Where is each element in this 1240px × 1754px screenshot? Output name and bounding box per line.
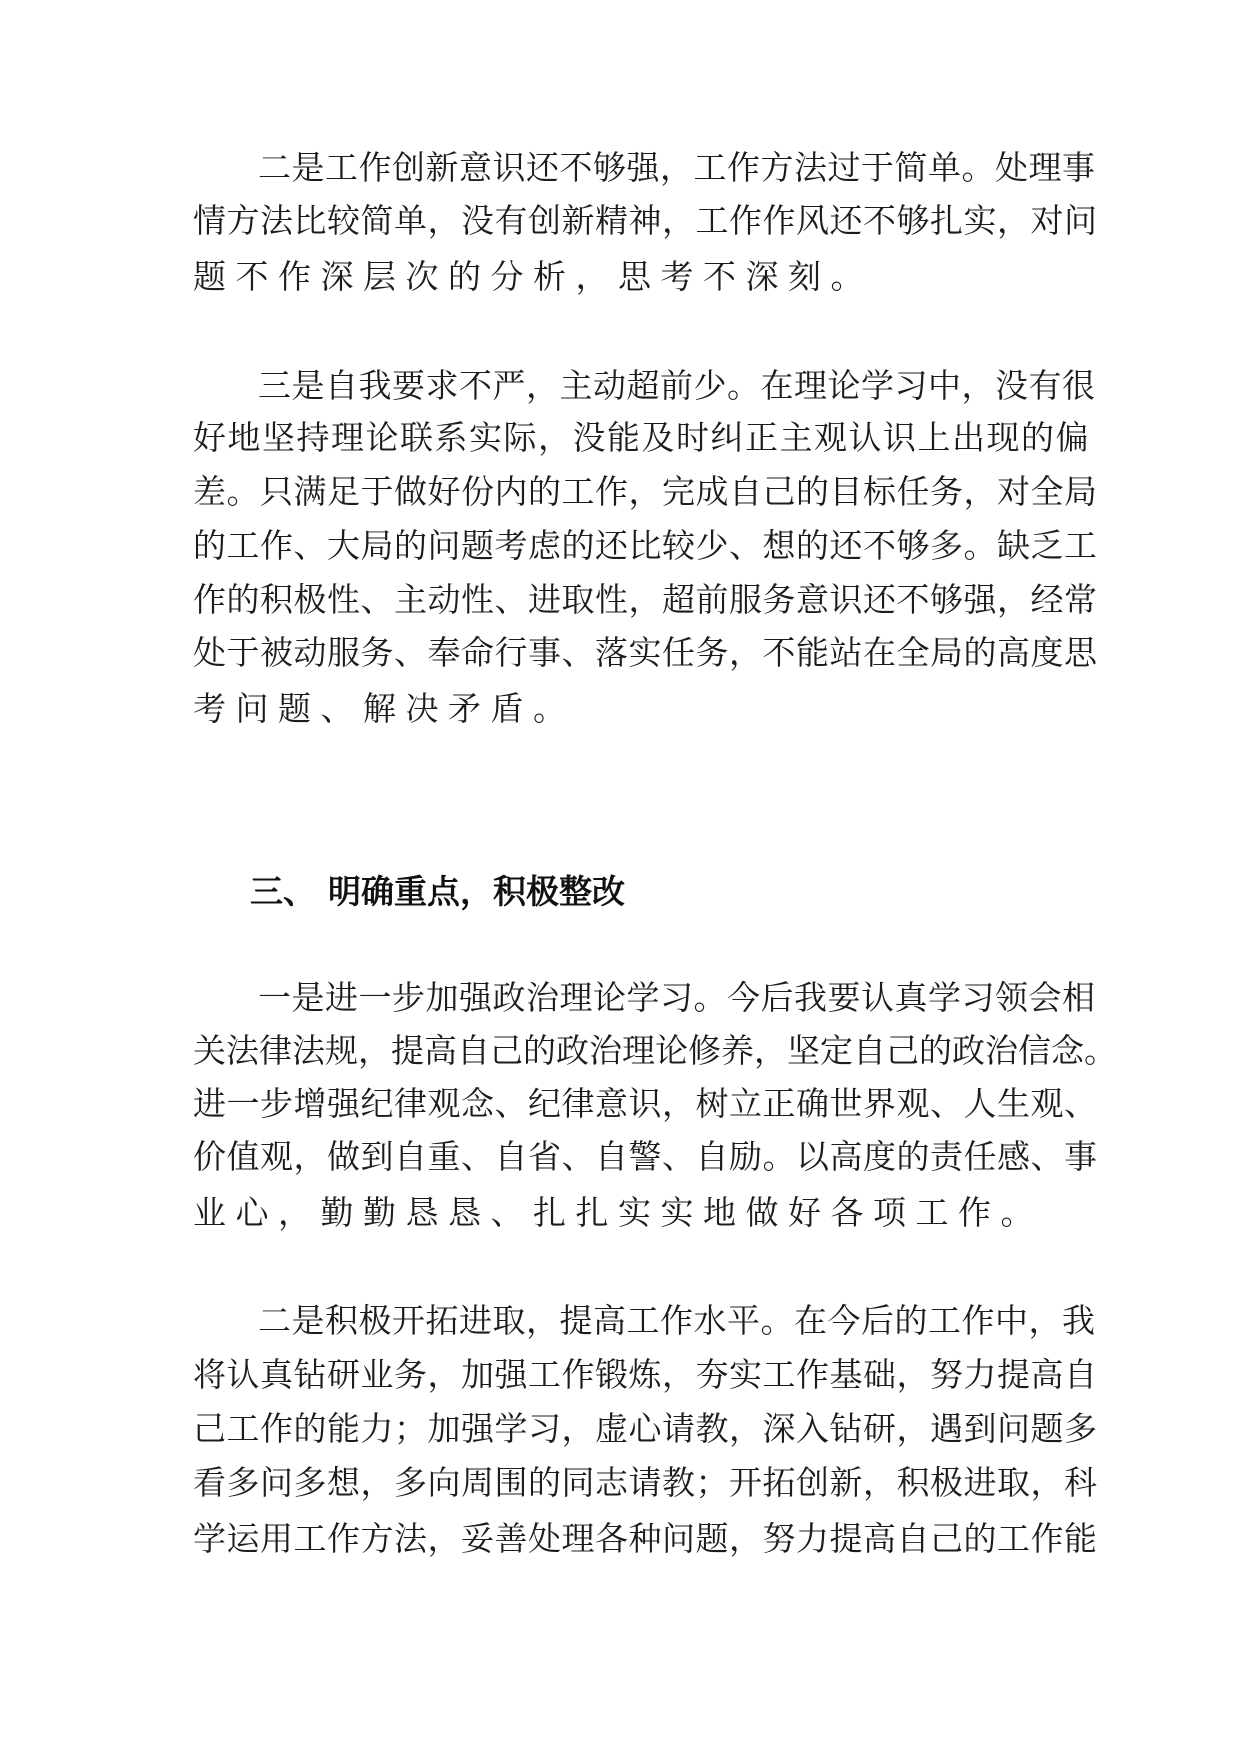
paragraph-3-line-5: 业心，勤勤恳恳、扎扎实实地做好各项工作。 (193, 1193, 1043, 1232)
paragraph-2-line-7: 考问题、解决矛盾。 (193, 689, 576, 728)
paragraph-4-line-4: 看多问多想，多向周围的同志请教；开拓创新，积极进取，科 (193, 1463, 1098, 1502)
paragraph-2-line-2: 好地坚持理论联系实际，没能及时纠正主观认识上出现的偏 (193, 418, 1090, 457)
paragraph-2-line-6: 处于被动服务、奉命行事、落实任务，不能站在全局的高度思 (193, 633, 1098, 672)
paragraph-1-line-3: 题不作深层次的分析，思考不深刻。 (193, 257, 873, 296)
paragraph-3-line-2: 关法律法规，提高自己的政治理论修养，坚定自己的政治信念。 (193, 1031, 1117, 1070)
section-heading (250, 872, 625, 912)
paragraph-2-line-4: 的工作、大局的问题考虑的还比较少、想的还不够多。缺乏工 (193, 526, 1098, 565)
paragraph-2-line-3: 差。只满足于做好份内的工作，完成自己的目标任务，对全局 (193, 472, 1098, 511)
section-heading-text: 明确重点，积极整改 (328, 872, 625, 911)
paragraph-2-line-1: 三是自我要求不严，主动超前少。在理论学习中，没有很 (258, 366, 1096, 405)
paragraph-1-line-2: 情方法比较简单，没有创新精神，工作作风还不够扎实，对问 (193, 201, 1098, 240)
paragraph-4-line-5: 学运用工作方法，妥善处理各种问题，努力提高自己的工作能 (193, 1519, 1098, 1558)
section-heading-number: 三、 (250, 872, 316, 911)
paragraph-4-line-3: 己工作的能力；加强学习，虚心请教，深入钻研，遇到问题多 (193, 1409, 1098, 1448)
paragraph-3-line-3: 进一步增强纪律观念、纪律意识，树立正确世界观、人生观、 (193, 1084, 1098, 1123)
paragraph-3-line-4: 价值观，做到自重、自省、自警、自励。以高度的责任感、事 (193, 1137, 1098, 1176)
paragraph-4-line-1: 二是积极开拓进取，提高工作水平。在今后的工作中，我 (258, 1301, 1096, 1340)
paragraph-2-line-5: 作的积极性、主动性、进取性，超前服务意识还不够强，经常 (193, 580, 1098, 619)
paragraph-1-line-1: 二是工作创新意识还不够强，工作方法过于简单。处理事 (258, 148, 1096, 187)
paragraph-3-line-1: 一是进一步加强政治理论学习。今后我要认真学习领会相 (258, 978, 1096, 1017)
paragraph-4-line-2: 将认真钻研业务，加强工作锻炼，夯实工作基础，努力提高自 (193, 1355, 1098, 1394)
